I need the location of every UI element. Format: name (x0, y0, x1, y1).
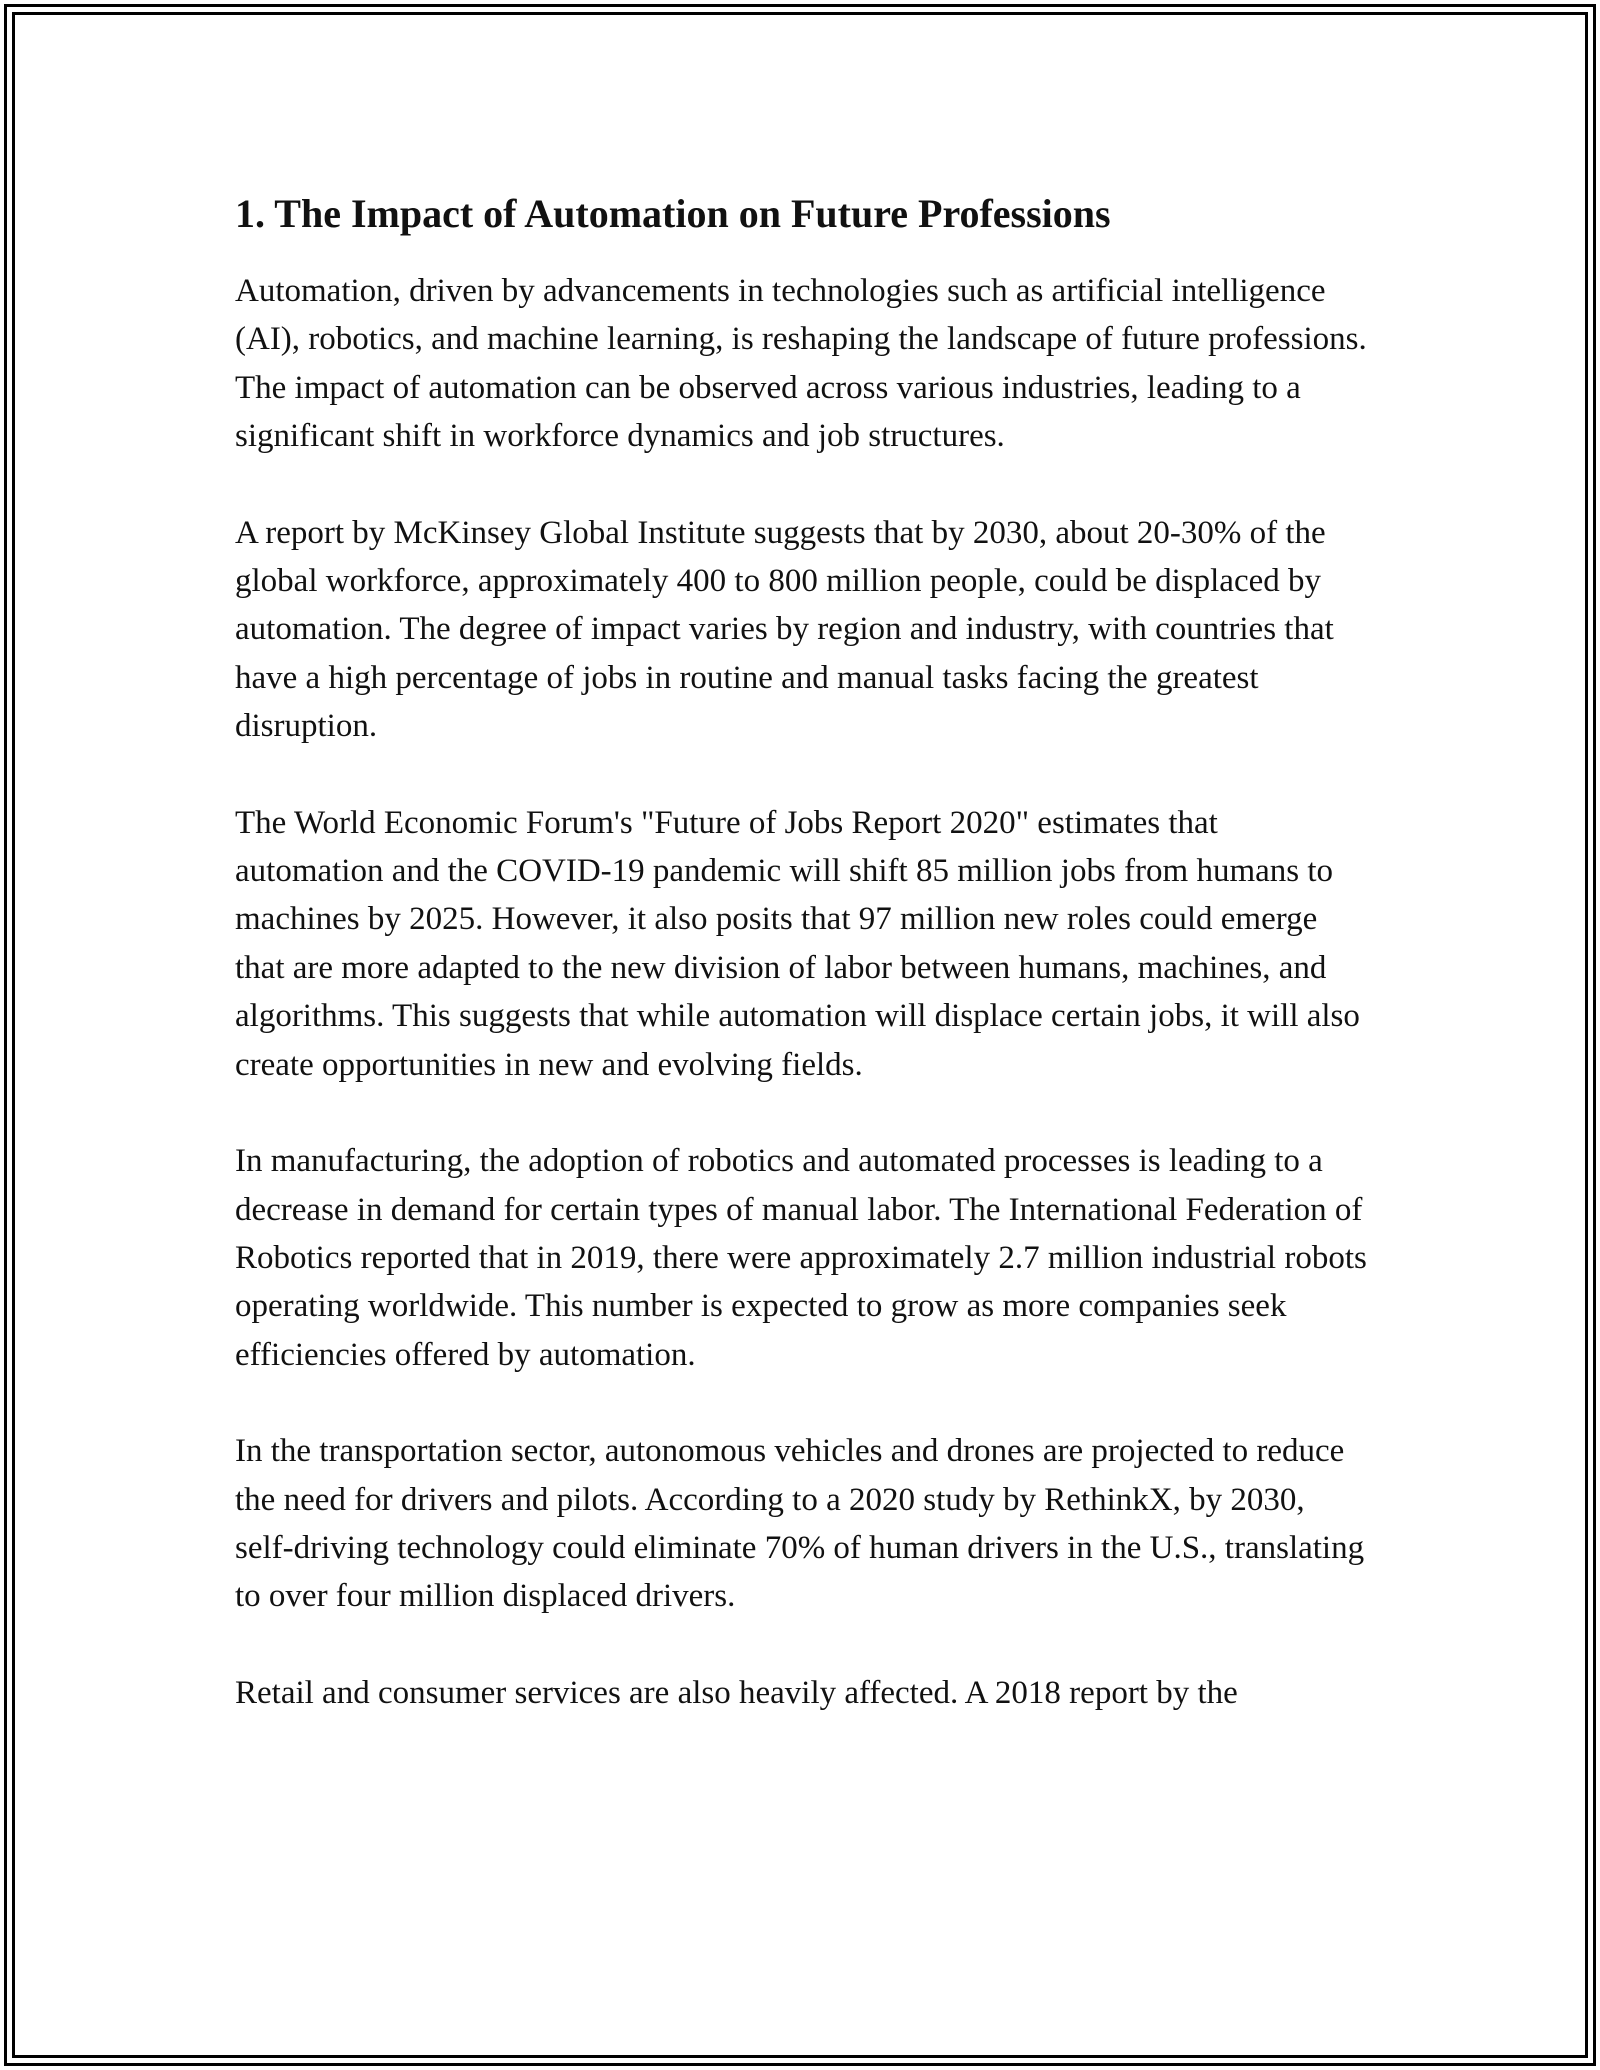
paragraph-transportation: In the transportation sector, autonomous vehicles and drones are projected to reduce the need for drivers and pilots. According to a 2020 study by RethinkX, by 2030, self-driving technology could eliminate 70% of human drivers in the U.S., translating to over four million displaced drivers. (235, 1433, 1365, 1615)
paragraph-retail: Retail and consumer services are also heavily affected. A 2018 report by the (235, 1674, 1238, 1711)
paragraph-manufacturing: In manufacturing, the adoption of robotics and automated processes is leading to a decrease in demand for certain types of manual labor. The International Federation of Robotics reported that in 2019, there were approximately 2.7 million industrial robots operating worldwide. This number is expected to grow as more companies seek efficiencies offered by automation. (235, 1143, 1367, 1373)
section-heading: 1. The Impact of Automation on Future Professions (235, 191, 1111, 236)
paragraph-automation-intro: Automation, driven by advancements in technologies such as artificial intelligence (AI), robotics, and machine learning, is reshaping the landscape of future professions. The impact of automation can be observed across various industries, leading to a significant shift in workforce dynamics and job structures. (235, 273, 1367, 455)
document-body (235, 185, 1370, 1765)
paragraph-mckinsey-report: A report by McKinsey Global Institute suggests that by 2030, about 20-30% of the global workforce, approximately 400 to 800 million people, could be displaced by automation. The degree of impact varies by region and industry, with countries that have a high percentage of jobs in routine and manual tasks facing the greatest disruption. (235, 514, 1334, 745)
paragraph-wef-report: The World Economic Forum's "Future of Jobs Report 2020" estimates that automation and the COVID-19 pandemic will shift 85 million jobs from humans to machines by 2025. However, it also posits that 97 million new roles could emerge that are more adapted to the new division of labor between humans, machines, and algorithms. This suggests that while automation will displace certain jobs, it will also create opportunities in new and evolving fields. (235, 804, 1360, 1083)
